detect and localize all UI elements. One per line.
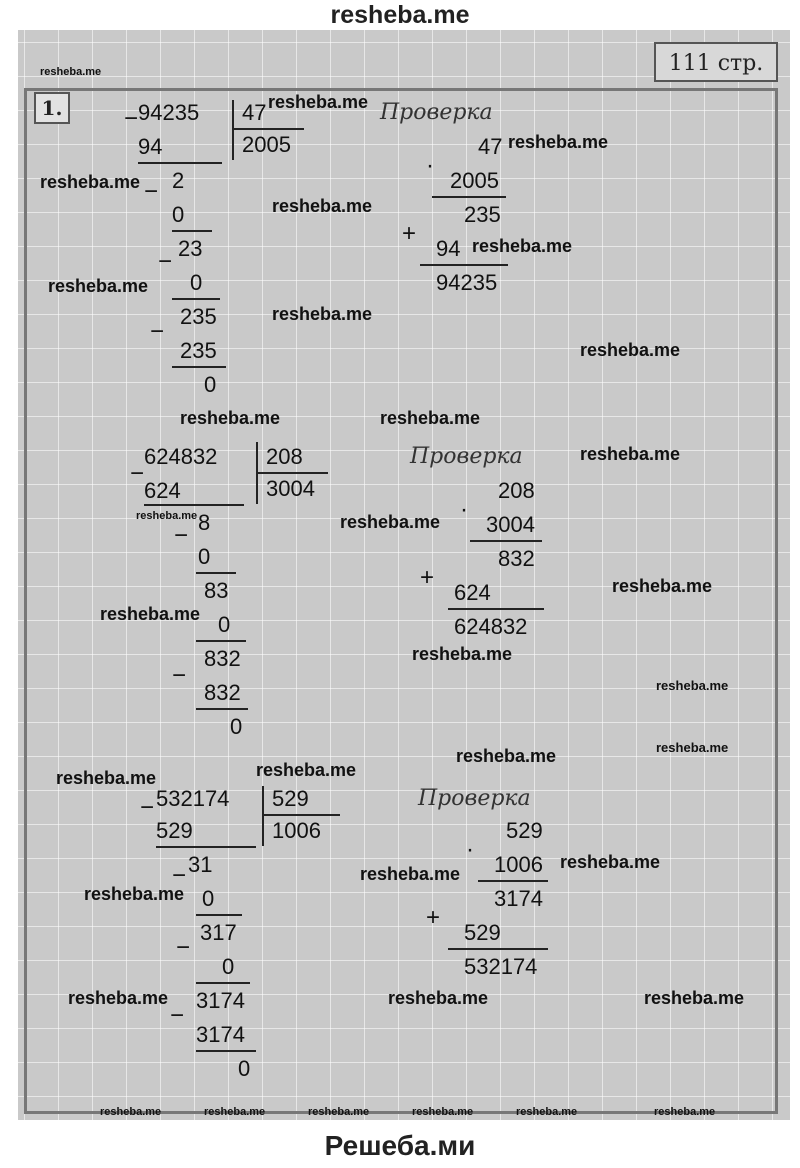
check-partial: 624 [454,580,491,605]
check-result: 94235 [436,270,498,295]
watermark: resheba.me [654,1106,716,1118]
check-label: Проверка [380,100,493,125]
quotient: 3004 [266,476,315,501]
watermark: resheba.me [412,1106,474,1118]
watermark: resheba.me [360,864,461,884]
step-line [196,982,250,984]
check-partial: 94 [436,236,461,261]
minus-sign: − [150,318,165,345]
minus-sign: − [144,178,159,205]
site-header: resheba.me [330,1,470,29]
check-line [432,196,506,198]
check-partial: 235 [464,202,501,227]
times-sign: · [460,496,468,523]
quotient: 1006 [272,818,321,843]
divisor: 208 [266,444,303,469]
check-line [478,880,548,882]
watermark: resheba.me [340,512,441,532]
watermark: resheba.me [68,988,169,1008]
step-line [196,708,248,710]
quotient-line [256,472,328,474]
final-remainder: 0 [204,372,217,397]
check-factor: 1006 [494,852,543,877]
check-partial: 529 [464,920,501,945]
watermark: resheba.me [456,746,557,766]
task-number: 1. [34,92,70,124]
dividend: 94235 [138,100,200,125]
step-subtrahend: 0 [218,612,231,637]
step-remainder: 23 [178,236,203,261]
step-remainder: 235 [180,304,217,329]
minus-sign: − [174,522,189,549]
step-line [156,846,256,848]
check-line [448,948,548,950]
step-line [196,640,246,642]
watermark: resheba.me [560,852,661,872]
final-remainder: 0 [238,1056,251,1081]
plus-sign: + [402,220,417,247]
dividend: 532174 [156,786,230,811]
final-remainder: 0 [230,714,243,739]
minus-sign: − [172,662,187,689]
watermark: resheba.me [40,66,102,78]
step-subtrahend: 0 [198,544,211,569]
step-subtrahend: 235 [180,338,217,363]
check-label: Проверка [418,786,531,811]
minus-sign: − [130,460,145,487]
step-remainder: 3174 [196,988,245,1013]
watermark: resheba.me [100,604,201,624]
minus-sign: − [176,934,191,961]
minus-sign: − [140,794,155,821]
divisor: 47 [242,100,267,125]
watermark: resheba.me [516,1106,578,1118]
step-line [138,162,222,164]
minus-sign: − [170,1002,185,1029]
step-line [172,366,226,368]
watermark: resheba.me [204,1106,266,1118]
minus-sign: − [124,105,139,132]
check-factor: 529 [506,818,543,843]
check-result: 624832 [454,614,528,639]
watermark: resheba.me [388,988,489,1008]
step-line [196,1050,256,1052]
step-subtrahend: 529 [156,818,193,843]
watermark: resheba.me [84,884,185,904]
check-factor: 208 [498,478,535,503]
step-remainder: 832 [204,646,241,671]
watermark: resheba.me [256,760,357,780]
watermark: resheba.me [612,576,713,596]
watermark: resheba.me [656,678,729,693]
check-line [470,540,542,542]
watermark: resheba.me [272,196,373,216]
step-line [172,298,220,300]
page-number-label: 111 стр. [654,42,778,82]
step-subtrahend: 0 [202,886,215,911]
division-bar [262,786,264,846]
watermark: resheba.me [136,510,198,522]
watermark: resheba.me [472,236,573,256]
plus-sign: + [420,564,435,591]
step-subtrahend: 832 [204,680,241,705]
watermark: resheba.me [48,276,149,296]
step-subtrahend: 0 [172,202,185,227]
check-line [420,264,508,266]
check-line [448,608,544,610]
watermark: resheba.me [412,644,513,664]
watermark: resheba.me [180,408,281,428]
watermark: resheba.me [580,444,681,464]
watermark: resheba.me [656,740,729,755]
division-bar [232,100,234,160]
check-factor: 2005 [450,168,499,193]
watermark: resheba.me [40,172,141,192]
dividend: 624832 [144,444,218,469]
site-footer: Решеба.ми [324,1130,476,1161]
minus-sign: − [172,862,187,889]
quotient-line [232,128,304,130]
times-sign: · [426,152,434,179]
check-partial: 832 [498,546,535,571]
check-label: Проверка [410,444,523,469]
quotient-line [262,814,340,816]
check-factor: 3004 [486,512,535,537]
step-subtrahend: 0 [190,270,203,295]
watermark: resheba.me [100,1106,162,1118]
step-line [144,504,244,506]
minus-sign: − [158,248,173,275]
check-partial: 3174 [494,886,543,911]
step-remainder: 8 [198,510,211,535]
watermark: resheba.me [644,988,745,1008]
times-sign: · [466,836,474,863]
divisor: 529 [272,786,309,811]
watermark: resheba.me [508,132,609,152]
step-line [196,914,242,916]
step-remainder: 317 [200,920,237,945]
watermark: resheba.me [56,768,157,788]
plus-sign: + [426,904,441,931]
watermark: resheba.me [308,1106,370,1118]
watermark: resheba.me [380,408,481,428]
step-remainder: 31 [188,852,213,877]
step-subtrahend: 3174 [196,1022,245,1047]
step-subtrahend: 94 [138,134,163,159]
watermark: resheba.me [272,304,373,324]
quotient: 2005 [242,132,291,157]
check-result: 532174 [464,954,538,979]
watermark: resheba.me [580,340,681,360]
solution-frame [24,88,778,1114]
step-subtrahend: 0 [222,954,235,979]
check-factor: 47 [478,134,503,159]
step-line [172,230,212,232]
step-subtrahend: 624 [144,478,181,503]
watermark: resheba.me [268,92,369,112]
step-remainder: 83 [204,578,229,603]
step-remainder: 2 [172,168,185,193]
step-line [196,572,236,574]
